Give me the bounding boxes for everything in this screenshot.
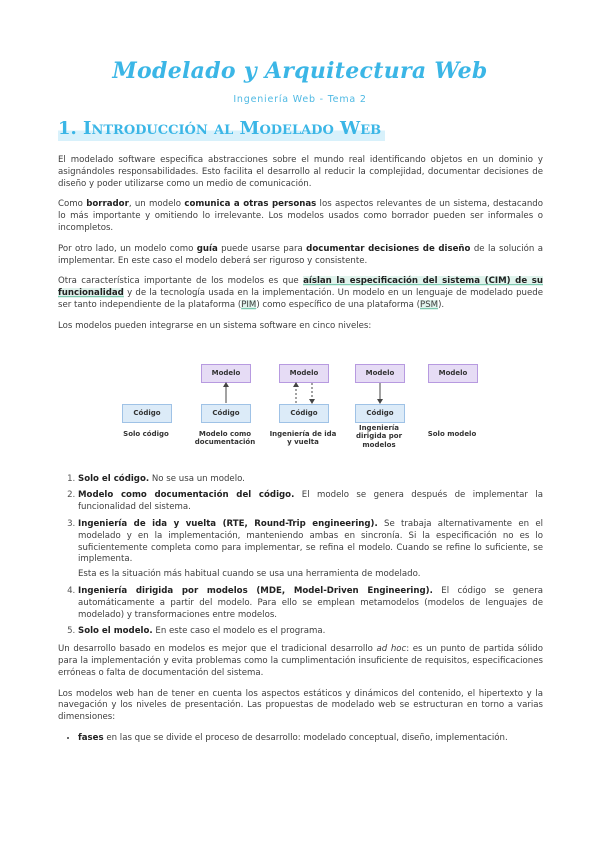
code-box: Código <box>279 404 329 423</box>
levels-list <box>58 474 543 639</box>
level-label: Solo modelo <box>427 429 477 438</box>
paragraph-6: Un desarrollo basado en modelos es mejor que el tradicional desarrollo ad hoc: es un punto de partida sólido para la implementación y evita problemas como la cumplimentación insuficiente de requisitos, especificaciones erróneas o falta de documentación del sistema. <box>58 644 543 678</box>
model-box: Modelo <box>428 364 478 383</box>
level-label: Modelo como documentación <box>194 429 256 447</box>
arrow-down-icon <box>375 382 385 404</box>
paragraph-4: Otra característica importante de los modelos es que aíslan la especificación del sistema (CIM) de su funcionalidad y de la tecnología usada en la implementación. Un modelo en un lenguaje de modelado puede ser tanto independiente de la plataforma (PIM) como específico de una plataforma (PSM). <box>58 276 543 310</box>
round-trip-arrows-icon <box>290 382 318 404</box>
list-item: 2. Modelo como documentación del código. El modelo se genera después de implementar la funcionalidad del sistema. <box>78 490 543 514</box>
arrow-up-icon <box>221 382 231 404</box>
page-subtitle: Ingeniería Web - Tema 2 <box>233 94 367 105</box>
paragraph-7: Los modelos web han de tener en cuenta los aspectos estáticos y dinámicos del contenido, el hipertexto y la navegación y los niveles de presentación. Las propuestas de modelado web se estructuran en torno a varias dimensiones: <box>58 688 543 723</box>
model-box: Modelo <box>355 364 405 383</box>
dimensions-list <box>58 733 543 745</box>
list-item: 1. Solo el código. No se usa un modelo. <box>78 474 543 486</box>
level-label: Ingeniería de ida y vuelta <box>269 429 337 447</box>
list-item: 4. Ingeniería dirigida por modelos (MDE, Model-Driven Engineering). El código se genera automáticamente a partir del modelo. Para ello se emplean metamodelos (modelos de lenguajes de modelado) y transformaciones entre modelos. <box>78 586 543 621</box>
paragraph-2: Como borrador, un modelo comunica a otras personas los aspectos relevantes de un sistema, destacando lo más importante y omitiendo lo irrelevante. Los modelos usados como borrador pueden ser informales o incompletos. <box>58 199 543 233</box>
level-label: Ingeniería dirigida por modelos <box>355 423 403 449</box>
page-title: Modelado y Arquitectura Web <box>112 58 488 84</box>
content <box>58 155 543 745</box>
levels-diagram <box>58 342 543 464</box>
list-item: • fases en las que se divide el proceso de desarrollo: modelado conceptual, diseño, implementación. <box>78 733 543 745</box>
paragraph-5: Los modelos pueden integrarse en un sistema software en cinco niveles: <box>58 320 372 331</box>
paragraph-1: El modelado software especifica abstracciones sobre el mundo real identificando objetos en un dominio y asignándoles responsabilidades. Esto facilita el desarrollo al reducir la complejidad, documentar decisiones de diseño y poder utilizarse como un medio de comunicación. <box>58 155 543 189</box>
code-box: Código <box>201 404 251 423</box>
model-box: Modelo <box>201 364 251 383</box>
level-label: Solo código <box>123 429 169 438</box>
section-heading: 1. Introducción al Modelado Web <box>58 118 385 141</box>
paragraph-3: Por otro lado, un modelo como guía puede usarse para documentar decisiones de diseño de la solución a implementar. En este caso el modelo deberá ser riguroso y consistente. <box>58 243 543 266</box>
list-item: 5. Solo el modelo. En este caso el modelo es el programa. <box>78 626 543 638</box>
code-box: Código <box>355 404 405 423</box>
list-item: 3. Ingeniería de ida y vuelta (RTE, Round-Trip engineering). Se trabaja alternativamente en el modelado y en la implementación, manteniendo ambas en sincronía. Si la especificación no es lo suficientemente completa como para implementar, se refina el modelo. Cuando se refine lo suficiente, se implementa. Esta es la situación más habitual cuando se usa una herramienta de modelado. <box>78 519 543 581</box>
code-box: Código <box>122 404 172 423</box>
list-item-note: Esta es la situación más habitual cuando se usa una herramienta de modelado. <box>78 569 421 580</box>
model-box: Modelo <box>279 364 329 383</box>
